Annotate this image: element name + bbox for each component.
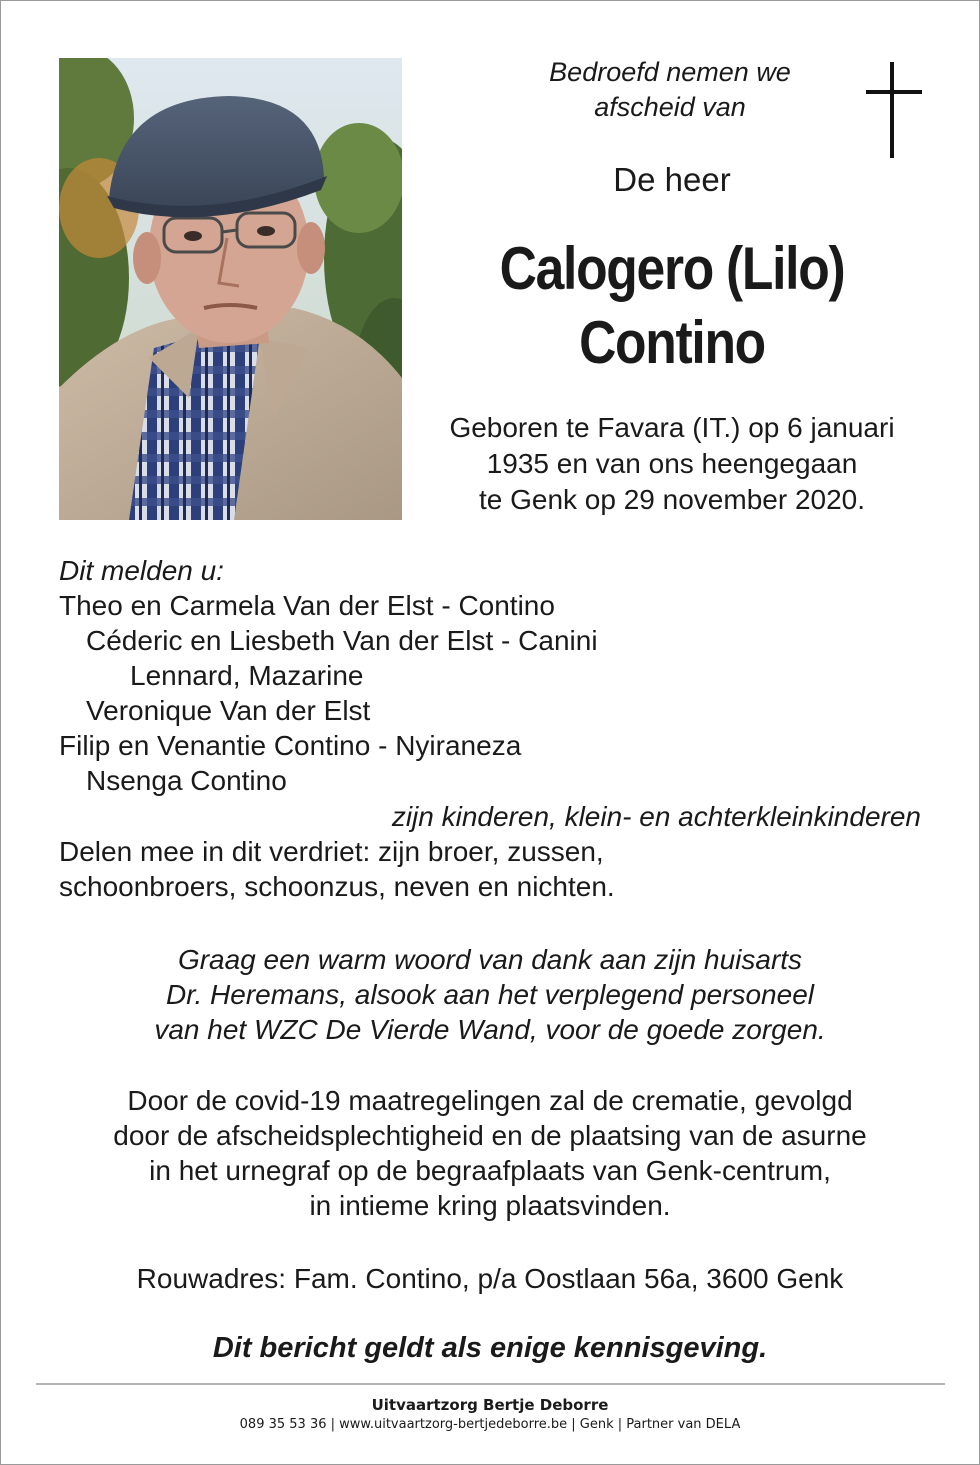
share-line-2: schoonbroers, schoonzus, neven en nichten. [59,871,615,902]
family-line: Veronique Van der Elst [86,695,371,726]
birth-line-1: Geboren te Favara (IT.) op 6 januari [449,412,895,443]
family-heading: Dit melden u: [59,555,224,586]
family-line: Theo en Carmela Van der Elst - Contino [59,590,555,621]
thanks-line-3: van het WZC De Vierde Wand, voor de goede zorgen. [154,1014,826,1045]
family-line: Céderic en Liesbeth Van der Elst - Canini [86,625,598,656]
ceremony-line-4: in intieme kring plaatsvinden. [309,1190,671,1221]
funeral-home-contact: 089 35 53 36 | www.uitvaartzorg-bertjedeborre.be | Genk | Partner van DELA [239,1417,741,1432]
ceremony-line-1: Door de covid-19 maatregelingen zal de crematie, gevolgd [127,1085,853,1116]
family-line: Nsenga Contino [86,765,287,796]
honorific: De heer [613,161,731,198]
funeral-home-name: Uitvaartzorg Bertje Deborre [371,1396,609,1414]
intro-line-2: afscheid van [594,92,746,122]
family-line: Lennard, Mazarine [130,660,364,691]
portrait-photo [59,58,402,520]
intro-text [470,55,870,125]
footer-divider [36,1383,945,1385]
ceremony-text [40,1083,940,1223]
closing-statement: Dit bericht geldt als enige kennisgeving. [212,1332,768,1364]
name-line-2: Contino [579,309,765,376]
family-relation: zijn kinderen, klein- en achterkleinkinderen [391,801,921,832]
birth-line-3: te Genk op 29 november 2020. [478,484,866,515]
birth-death-info [420,410,924,518]
family-line: Filip en Venantie Contino - Nyiraneza [59,730,522,761]
cross-icon [866,62,922,158]
birth-line-2: 1935 en van ons heengegaan [486,448,858,479]
intro-line-1: Bedroefd nemen we [549,57,791,87]
ceremony-line-2: door de afscheidsplechtigheid en de plaatsing van de asurne [113,1120,867,1151]
thanks-text [40,942,940,1047]
deceased-name [455,232,888,380]
share-line-1: Delen mee in dit verdriet: zijn broer, zussen, [59,836,604,867]
ceremony-line-3: in het urnegraf op de begraafplaats van Genk-centrum, [149,1155,831,1186]
name-line-1: Calogero (Lilo) [499,235,845,302]
mourning-address: Rouwadres: Fam. Contino, p/a Oostlaan 56a, 3600 Genk [136,1263,844,1294]
thanks-line-2: Dr. Heremans, alsook aan het verplegend personeel [165,979,814,1010]
thanks-line-1: Graag een warm woord van dank aan zijn huisarts [177,944,803,975]
